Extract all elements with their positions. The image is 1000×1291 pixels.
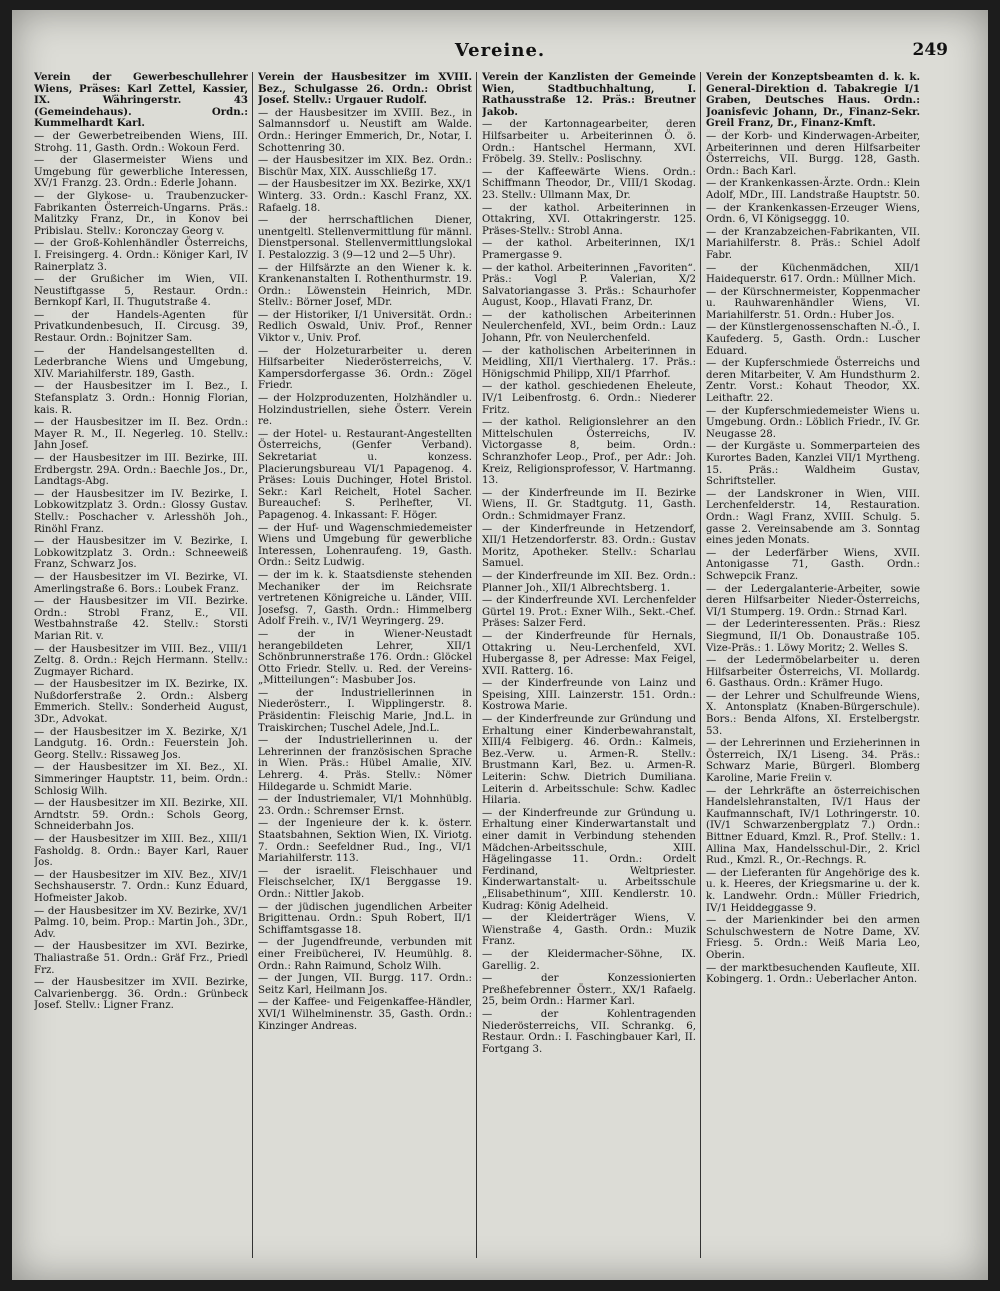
directory-entry: — der Hausbesitzer im XVI. Bezirke, Thaliastraße 51. Ordn.: Gräf Frz., Priedl Frz. — [34, 941, 248, 976]
directory-entry: — der Lehrerinnen und Erzieherinnen in Österreich, IX/1 Liseng. 34. Präs.: Schwarz Marie, Bürgerl. Blomberg Karoline, Marie Freiin v. — [706, 738, 920, 785]
directory-entry: — der jüdischen jugendlichen Arbeiter Brigittenau. Ordn.: Spuh Robert, II/1 Schiffamtsgasse 18. — [258, 901, 472, 936]
directory-entry: — der Hausbesitzer im X. Bezirke, X/1 Landgutg. 16. Ordn.: Feuerstein Joh. Georg. Stellv.: Rissaweg Jos. — [34, 726, 248, 761]
directory-entry: — der kathol. Arbeiterinnen, IX/1 Pramergasse 9. — [482, 238, 696, 261]
directory-entry: — der Kinderfreunde im II. Bezirke Wiens, II. Gr. Stadtgutg. 11, Gasth. Ordn.: Schmidmayer Franz. — [482, 487, 696, 522]
directory-entry: — der Kleidermacher-Söhne, IX. Garellig. 2. — [482, 948, 696, 972]
directory-entry: — der Ledermöbelarbeiter u. deren Hilfsarbeiter Österreichs, VI. Mollardg. 6. Gasthaus. Ordn.: Krämer Hugo. — [706, 655, 920, 690]
directory-entry: Verein der Konzeptsbeamten d. k. k. General-Direktion d. Tabakregie I/1 Graben, Deutsches Haus. Ordn.: Joanisfevic Johann, Dr., Finanz-Sekr. Greil Franz, Dr., Finanz-Kmft. — [706, 72, 920, 130]
directory-entry: — der Hausbesitzer im IX. Bezirke, IX. Nußdorferstraße 2. Ordn.: Alsberg Emmerich. Stellv.: Sonderheid August, 3Dr., Advokat. — [34, 679, 248, 726]
directory-entry: — der Landskroner in Wien, VIII. Lerchenfelderstr. 14, Restauration. Ordn.: Wagl Franz, XVIII. Schulg. 5. gasse 2. Vereinsabende am 3. Sonntag eines jeden Monats. — [706, 488, 920, 547]
directory-entry: — der Hausbesitzer im III. Bezirke, III. Erdbergstr. 29A. Ordn.: Baechle Jos., Dr., Landtags-Abg. — [34, 453, 248, 488]
directory-entry: — der Kinderfreunde im XII. Bez. Ordn.: Planner Joh., XII/1 Albrechtsberg. 1. — [482, 570, 696, 594]
directory-entry: — der Küchenmädchen, XII/1 Haidequerstr. 617. Ordn.: Müllner Mich. — [706, 262, 920, 286]
directory-entry: — der Jugendfreunde, verbunden mit einer Freibücherei, IV. Heumühlg. 8. Ordn.: Rahn Raimund, Scholz Wilh. — [258, 937, 472, 972]
page-title: Vereine. — [454, 40, 546, 61]
column-divider — [252, 72, 253, 1258]
directory-entry: — der Lehrer und Schulfreunde Wiens, X. Antonsplatz (Knaben-Bürgerschule). Bors.: Benda Alfons, XI. Erstelbergstr. 53. — [706, 690, 920, 737]
directory-entry: — der katholischen Arbeiterinnen Neulerchenfeld, XVI., beim Ordn.: Lauz Johann, Pfr. von Neulerchenfeld. — [482, 309, 696, 345]
directory-entry: — der Kupferschmiede Österreichs und deren Mitarbeiter, V. Am Hundsthurm 2. Zentr. Vorst.: Kohaut Theodor, XX. Leithaftr. 22. — [706, 358, 920, 405]
directory-entry: — der Lederfärber Wiens, XVII. Antonigasse 71, Gasth. Ordn.: Schwepcik Franz. — [706, 547, 920, 582]
directory-entry: — der Konzessionierten Preßhefebrenner Österr., XX/1 Rafaelg. 25, beim Ordn.: Harmer Karl. — [482, 973, 696, 1008]
column-3 — [482, 72, 696, 1262]
directory-entry: — der kathol. Religionslehrer an den Mittelschulen Österreichs, IV. Victorgasse 8, beim. Ordn.: Schranzhofer Leop., Prof., per Adr.: Joh. Kreiz, Religionsprofessor, V. Hartmanng. 13. — [482, 417, 696, 487]
directory-entry: — der Hausbesitzer im VII. Bezirke. Ordn.: Strobl Franz, E., VII. Westbahnstraße 42. Stellv.: Storsti Marian Rit. v. — [34, 596, 248, 642]
directory-entry: — der Hausbesitzer im XX. Bezirke, XX/1 Winterg. 33. Ordn.: Kaschl Franz, XX. Rafaelg. 18. — [258, 179, 472, 214]
directory-entry: — der Ingenieure der k. k. österr. Staatsbahnen, Sektion Wien, IX. Viriotg. 7. Ordn.: Seefeldner Rud., Ing., VI/1 Mariahilferstr. 113. — [258, 818, 472, 865]
page-number: 249 — [912, 40, 948, 60]
directory-entry: — der Lieferanten für Angehörige des k. u. k. Heeres, der Kriegsmarine u. der k. k. Landwehr. Ordn.: Müller Friedrich, IV/1 Heiddeggasse 9. — [706, 867, 920, 914]
directory-entry: — der Jungen, VII. Burgg. 117. Ordn.: Seitz Karl, Heilmann Jos. — [258, 973, 472, 996]
directory-entry: — der Hilfsärzte an den Wiener k. k. Krankenanstalten I. Rothenthurmstr. 19. Ordn.: Löwenstein Heinrich, MDr. Stellv.: Börner Josef, MDr. — [258, 262, 472, 309]
directory-entry: — der Hausbesitzer im XVII. Bezirke, Calvarienbergg. 36. Ordn.: Grünbeck Josef. Stellv.: Ligner Franz. — [34, 977, 248, 1012]
directory-entry: — der Kleiderträger Wiens, V. Wienstraße 4, Gasth. Ordn.: Muzik Franz. — [482, 913, 696, 948]
directory-entry: — der Glykose- u. Traubenzucker-Fabrikanten Österreich-Ungarns. Präs.: Malitzky Franz, Dr., in Konov bei Pribislau. Stellv.: Koronczay Georg v. — [34, 190, 248, 237]
directory-entry: — der Hausbesitzer im XII. Bezirke, XII. Arndtstr. 59. Ordn.: Schols Georg, Schneiderbahn Jos. — [34, 798, 248, 833]
directory-entry: — der Holzproduzenten, Holzhändler u. Holzindustriellen, siehe Österr. Verein re. — [258, 393, 472, 428]
directory-entry: — der Kürschnermeister, Koppenmacher u. Rauhwarenhändler Wiens, VI. Mariahilferstr. 51. Ordn.: Huber Jos. — [706, 286, 920, 321]
directory-entry: — der Lederinteressenten. Präs.: Riesz Siegmund, II/1 Ob. Donaustraße 105. Vize-Präs.: 1. Löwy Moritz; 2. Welles S. — [706, 619, 920, 654]
directory-entry: — der Handelsangestellten d. Lederbranche Wiens und Umgebung, XIV. Mariahilferstr. 189, Gasth. — [34, 345, 248, 380]
book-page — [12, 10, 988, 1280]
directory-entry: — der Hausbesitzer im V. Bezirke, I. Lobkowitzplatz 3. Ordn.: Schneeweiß Franz, Schwarz Jos. — [34, 536, 248, 571]
directory-entry: — der Hausbesitzer im XIV. Bez., XIV/1 Sechshauserstr. 7. Ordn.: Kunz Eduard, Hofmeister Jakob. — [34, 869, 248, 904]
directory-entry: — der Holzeturarbeiter u. deren Hilfsarbeiter Niederösterreichs, V. Kampersdorfergasse 36. Ordn.: Zögel Friedr. — [258, 345, 472, 392]
directory-entry: — der Hausbesitzer im XI. Bez., XI. Simmeringer Hauptstr. 11, beim. Ordn.: Schlosig Wilh. — [34, 762, 248, 797]
directory-entry: — der im k. k. Staatsdienste stehenden Mechaniker der im Reichsrate vertretenen Königreiche u. Länder, VIII. Josefsg. 7, Gasth. Ordn.: Himmelberg Adolf Freih. v., IV/1 Weyringerg. 29. — [258, 569, 472, 628]
directory-entry: — der Glasermeister Wiens und Umgebung für gewerbliche Interessen, XV/1 Franzg. 23. Ordn.: Ederle Johann. — [34, 155, 248, 190]
directory-entry: — der katholischen Arbeiterinnen in Meidling, XII/1 Vierthalerg. 17. Präs.: Hönigschmid Philipp, XII/1 Pfarrhof. — [482, 345, 696, 380]
directory-entry: — der Handels-Agenten für Privatkundenbesuch, II. Circusg. 39, Restaur. Ordn.: Bojnitzer Sam. — [34, 309, 248, 345]
directory-entry: — der Gewerbetreibenden Wiens, III. Strohg. 11, Gasth. Ordn.: Wokoun Ferd. — [34, 130, 248, 154]
directory-entry: — der Hausbesitzer im I. Bez., I. Stefansplatz 3. Ordn.: Honnig Florian, kais. R. — [34, 381, 248, 416]
directory-entry: — der Kinderfreunde XVI. Lerchenfelder Gürtel 19. Prot.: Exner Wilh., Sekt.-Chef. Präses: Salzer Ferd. — [482, 595, 696, 630]
directory-entry: — der Hausbesitzer im XIX. Bez. Ordn.: Bischür Max, XIX. Ausschließg 17. — [258, 155, 472, 178]
directory-entry: — der Hausbesitzer im IV. Bezirke, I. Lobkowitzplatz 3. Ordn.: Glossy Gustav. Stellv.: Poschacher v. Arlesshöh Joh., Rinöhl Franz. — [34, 488, 248, 535]
directory-entry: Verein der Kanzlisten der Gemeinde Wien, Stadtbuchhaltung, I. Rathausstraße 12. Präs.: Breutner Jakob. — [482, 72, 696, 118]
directory-entry: — der herrschaftlichen Diener, unentgeltl. Stellenvermittlung für männl. Dienstpersonal. Stellenvermittlungslokal I. Pestalozzig. 3 (9—12 und 2—5 Uhr). — [258, 215, 472, 261]
column-2 — [258, 72, 472, 1262]
directory-entry: — der Industriemaler, VI/1 Mohnhüblg. 23. Ordn.: Schremser Ernst. — [258, 794, 472, 817]
directory-entry: — der kathol. Arbeiterinnen in Ottakring, XVI. Ottakringerstr. 125. Präses-Stellv.: Strobl Anna. — [482, 202, 696, 237]
directory-entry: — der Hausbesitzer im XIII. Bez., XIII/1 Fasholdg. 8. Ordn.: Bayer Karl, Rauer Jos. — [34, 834, 248, 869]
directory-entry: — der kathol. geschiedenen Eheleute, IV/1 Leibenfrostg. 6. Ordn.: Niederer Fritz. — [482, 381, 696, 416]
directory-entry: — der Industriellerinnen u. der Lehrerinnen der französischen Sprache in Wien. Präs.: Hübel Amalie, XIV. Lehrerg. 4. Präs. Stellv.: Nömer Hildegarde u. Schmidt Marie. — [258, 735, 472, 793]
directory-entry: — der Grußicher im Wien, VII. Neustiftgasse 5, Restaur. Ordn.: Bernkopf Karl, II. Thugutstraße 4. — [34, 274, 248, 309]
directory-entry: — der Groß-Kohlenhändler Österreichs, I. Freisingerg. 4. Ordn.: Königer Karl, IV Rainerplatz 3. — [34, 238, 248, 273]
column-1 — [34, 72, 248, 1262]
directory-entry: — der Kaffee- und Feigenkaffee-Händler, XVI/1 Wilhelminenstr. 35, Gasth. Ordn.: Kinzinger Andreas. — [258, 997, 472, 1032]
directory-entry: — der Kohlentragenden Niederösterreichs, VII. Schrankg. 6, Restaur. Ordn.: I. Faschingbauer Karl, II. Fortgang 3. — [482, 1008, 696, 1055]
directory-entry: — der kathol. Arbeiterinnen „Favoriten“. Präs.: Vogl P. Valerian, X/2 Salvatoriangasse 3. Präs.: Schaurhofer August, Koop., Hlavati Franz, Dr. — [482, 262, 696, 309]
column-divider — [476, 72, 477, 1258]
directory-entry: — der Kinderfreunde von Lainz und Speising, XIII. Lainzerstr. 151. Ordn.: Kostrowa Marie. — [482, 678, 696, 713]
column-divider — [700, 72, 701, 1258]
column-4 — [706, 72, 920, 1262]
directory-entry: — der Kinderfreunde zur Gründung und Erhaltung einer Kinderbewahranstalt, XIII/4 Felbigerg. 46. Ordn.: Kalmeis, Bez.-Verw. u. Armen-R. Stellv.: Brustmann Karl, Bez. u. Armen-R. Leiterin: Schw. Dietrich Dumiliana. Leiterin d. Arbeitsschule: Schw. Kadlec Hilaria. — [482, 714, 696, 807]
directory-entry: — der israelit. Fleischhauer und Fleischselcher, IX/1 Berggasse 19. Ordn.: Nittler Jakob. — [258, 865, 472, 900]
directory-entry: — der Krankenkassen-Erzeuger Wiens, Ordn. 6, VI Königseggg. 10. — [706, 202, 920, 226]
directory-entry: — der Industriellerinnen in Niederösterr., I. Wipplingerstr. 8. Präsidentin: Fleischig Marie, Jnd.L. in Traiskirchen; Tuschel Adele, Jnd.L. — [258, 687, 472, 734]
directory-entry: — der Krankenkassen-Ärzte. Ordn.: Klein Adolf, MDr., III. Landstraße Hauptstr. 50. — [706, 178, 920, 201]
page-header — [12, 40, 988, 70]
directory-entry: — der Hausbesitzer im II. Bez. Ordn.: Mayer R. M., II. Negerleg. 10. Stellv.: Jahn Josef. — [34, 417, 248, 452]
directory-entry: — der Kurgäste u. Sommerparteien des Kurortes Baden, Kanzlei VII/1 Myrtheng. 15. Präs.: Waldheim Gustav, Schriftsteller. — [706, 441, 920, 488]
directory-entry: — der Lehrkräfte an österreichischen Handelslehranstalten, IV/1 Haus der Kaufmannschaft, IV/1 Lothringerstr. 10. (IV/1 Schwarzenbergplatz 7.) Ordn.: Bittner Eduard, Kmzl. R., Prof. Stellv.: 1. Allina Max, Handelsschul-Dir., 2. Kricl Rud., Kmzl. R., Or.-Rechngs. R. — [706, 785, 920, 867]
directory-entry: — der Künstlergenossenschaften N.-Ö., I. Kaufederg. 5, Gasth. Ordn.: Luscher Eduard. — [706, 322, 920, 357]
directory-entry: — der Huf- und Wagenschmiedemeister Wiens und Umgebung für gewerbliche Interessen, Lohenraufeng. 19, Gasth. Ordn.: Seitz Ludwig. — [258, 522, 472, 569]
directory-entry: — der Hausbesitzer im XV. Bezirke, XV/1 Palmg. 10, beim. Prop.: Martin Joh., 3Dr., Adv. — [34, 905, 248, 940]
directory-entry: — der Hausbesitzer im XVIII. Bez., in Salmannsdorf u. Neustift am Walde. Ordn.: Heringer Emmerich, Dr., Notar, I. Schottenring 30. — [258, 107, 472, 154]
directory-entry: — der Kranzabzeichen-Fabrikanten, VII. Mariahilferstr. 8. Präs.: Schiel Adolf Fabr. — [706, 226, 920, 261]
directory-entry: Verein der Gewerbeschullehrer Wiens, Präses: Karl Zettel, Kassier, IX. Währingerstr. 43 (Gemeindehaus). Ordn.: Kummelhardt Karl. — [34, 72, 248, 130]
directory-entry: — der Historiker, I/1 Universität. Ordn.: Redlich Oswald, Univ. Prof., Renner Viktor v., Univ. Prof. — [258, 309, 472, 345]
directory-entry: — der Hotel- u. Restaurant-Angestellten Österreichs, (Genfer Verband). Sekretariat u. konzess. Placierungsbureau VI/1 Papagenog. 4. Präses: Louis Duchinger, Hotel Bristol. Sekr.: Karl Reichelt, Hotel Sacher. Bureauchef: S. Perlhefter, VI. Papagenog. 4. Inkassant: F. Höger. — [258, 428, 472, 521]
directory-entry: — der Kupferschmiedemeister Wiens u. Umgebung. Ordn.: Löblich Friedr., IV. Gr. Neugasse 28. — [706, 405, 920, 440]
directory-entry: — der in Wiener-Neustadt herangebildeten Lehrer, XII/1 Schönbrunnerstraße 176. Ordn.: Glöckel Otto Friedr. Stellv. u. Red. der Vereins-„Mitteilungen“: Masbuber Jos. — [258, 628, 472, 687]
directory-entry: — der Marienkinder bei den armen Schulschwestern de Notre Dame, XV. Friesg. 5. Ordn.: Weiß Maria Leo, Oberin. — [706, 915, 920, 961]
directory-entry: — der Kartonnagearbeiter, deren Hilfsarbeiter u. Arbeiterinnen Ö. ö. Ordn.: Hantschel Hermann, XVI. Fröbelg. 39. Stellv.: Poslischny. — [482, 119, 696, 166]
directory-entry: — der Hausbesitzer im VIII. Bez., VIII/1 Zeltg. 8. Ordn.: Rejch Hermann. Stellv.: Zugmayer Richard. — [34, 643, 248, 678]
directory-entry: — der Hausbesitzer im VI. Bezirke, VI. Amerlingstraße 6. Bors.: Loubek Franz. — [34, 571, 248, 595]
directory-entry: — der Kinderfreunde zur Gründung u. Erhaltung einer Kinderwartanstalt und einer damit in Verbindung stehenden Mädchen-Arbeitsschule, XIII. Hägelingasse 11. Ordn.: Ordelt Ferdinand, Weltpriester. Kinderwartanstalt- u. Arbeitsschule „Elisabethinum“, XIII. Kendlerstr. 10. Kudrag: König Adelheid. — [482, 807, 696, 912]
directory-entry: — der Korb- und Kinderwagen-Arbeiter, Arbeiterinnen und deren Hilfsarbeiter Österreichs, VII. Burgg. 128, Gasth. Ordn.: Bach Karl. — [706, 130, 920, 177]
directory-entry: — der marktbesuchenden Kaufleute, XII. Kobingerg. 1. Ordn.: Ueberlacher Anton. — [706, 962, 920, 986]
directory-entry: Verein der Hausbesitzer im XVIII. Bez., Schulgasse 26. Ordn.: Obrist Josef. Stellv.: Urgauer Rudolf. — [258, 72, 472, 107]
directory-entry: — der Kaffeewärte Wiens. Ordn.: Schiffmann Theodor, Dr., VIII/1 Skodag. 23. Stellv.: Ullmann Max, Dr. — [482, 166, 696, 201]
directory-entry: — der Ledergalanterie-Arbeiter, sowie deren Hilfsarbeiter Nieder-Österreichs, VI/1 Stumperg. 19. Ordn.: Strnad Karl. — [706, 583, 920, 618]
directory-entry: — der Kinderfreunde für Hernals, Ottakring u. Neu-Lerchenfeld, XVI. Hubergasse 8, per Adresse: Max Feigel, XVII. Ratterg. 16. — [482, 630, 696, 677]
directory-entry: — der Kinderfreunde in Hetzendorf, XII/1 Hetzendorferstr. 83. Ordn.: Gustav Moritz, Apotheker. Stellv.: Scharlau Samuel. — [482, 523, 696, 570]
